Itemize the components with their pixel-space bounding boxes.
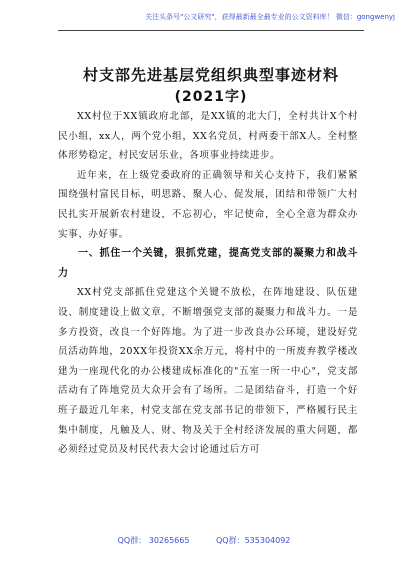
body-paragraph: XX村位于XX镇政府北部，是XX镇的北大门，全村共计X个村民小组，xx人，两个党小组，XX名党员，村两委干部X人。全村整体形势稳定，村民安居乐业，各项事业持续进步。 xyxy=(58,111,358,162)
header-divider xyxy=(58,30,364,31)
body-paragraph: XX村党支部抓住党建这个关键不放松，在阵地建设、队伍建设、制度建设上做文章，不断增强党支部的凝聚力和战斗力。一是多方投资，改良一个好阵地。为了进一步改良办公环境，建设好党员活动阵地，20XX年投资XX余万元，将村中的一所废弃教学楼改建为一座现代化的办公楼建成标准化的"五室一所一中心"，党支部活动有了阵地党员大众开会有了场所。二是团结奋斗，打造一个好班子最近几年来，村党支部在党支部书记的带领下，严格履行民主集中制度，凡触及人、财、物及关于全村经济发展的重大问题，都必须经过党员及村民代表大会讨论通过后方可 xyxy=(58,287,358,456)
header-note: 关注头条号"公文研究"，获得最新最全最专业的公文资料库！ 微信：gongwenyj xyxy=(145,13,395,21)
document-title-word-count: (2021字) xyxy=(174,89,248,105)
footer-qq-group-1: QQ群： 30265665 xyxy=(117,536,190,545)
footer-qq-group-2: QQ群：535304092 xyxy=(216,536,291,545)
document-title: 村支部先进基层党组织典型事迹材料 xyxy=(82,66,339,84)
body-paragraph: 近年来，在上级党委政府的正确领导和关心支持下，我们紧紧围绕强村富民目标，明思路、聚人心、促发展，团结和带领广大村民扎实开展新农村建设，不忘初心，牢记使命，全心全意为群众办实事、办好事。 xyxy=(58,169,358,240)
document-body xyxy=(58,107,358,460)
section-heading: 一、抓住一个关键，狠抓党建，提高党支部的凝聚力和战斗力 xyxy=(58,248,358,279)
footer xyxy=(0,535,408,546)
